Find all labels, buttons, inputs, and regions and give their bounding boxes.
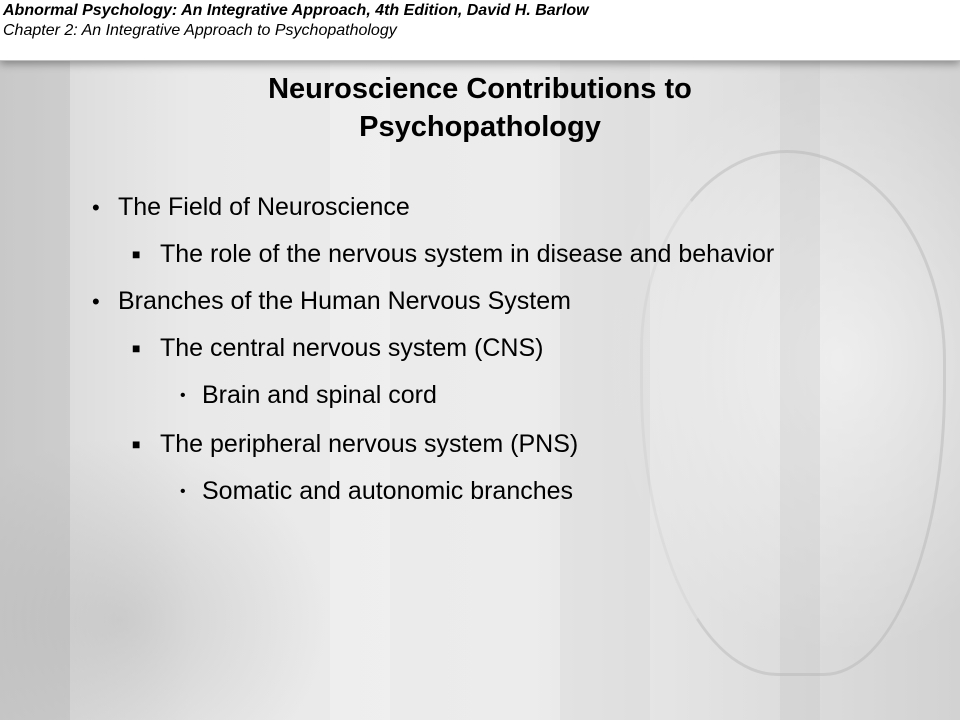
list-item [80, 331, 840, 366]
list-item [80, 237, 840, 272]
list-item-text: Somatic and autonomic branches [202, 477, 574, 505]
list-item-text: Branches of the Human Nervous System [118, 287, 571, 315]
book-title: Abnormal Psychology: An Integrative Approach, 4th Edition, David H. Barlow [3, 2, 589, 19]
bullet-list [80, 190, 840, 523]
list-item-text: The peripheral nervous system (PNS) [160, 430, 579, 458]
list-item-text: The role of the nervous system in disease and behavior [160, 240, 775, 268]
list-item-text: The central nervous system (CNS) [160, 334, 544, 362]
list-item-text: Brain and spinal cord [202, 381, 437, 409]
header-bar [0, 0, 960, 61]
slide-title: Neuroscience Contributions to Psychopathology [268, 73, 692, 143]
list-item [80, 378, 840, 413]
bullet-square-icon: ■ [132, 340, 141, 356]
list-item [80, 427, 840, 462]
chapter-title: Chapter 2: An Integrative Approach to Psychopathology [3, 22, 397, 39]
list-item [80, 190, 840, 225]
bullet-dot-icon: • [92, 289, 100, 314]
list-item [80, 284, 840, 319]
list-item-text: The Field of Neuroscience [118, 193, 410, 221]
bullet-square-icon: ■ [132, 246, 141, 262]
bullet-square-icon: ■ [132, 436, 141, 452]
list-item [80, 474, 840, 509]
background-band [0, 60, 70, 720]
bullet-dot-icon: • [92, 195, 100, 220]
bullet-small-dot-icon: • [180, 483, 186, 500]
bullet-small-dot-icon: • [180, 387, 186, 404]
